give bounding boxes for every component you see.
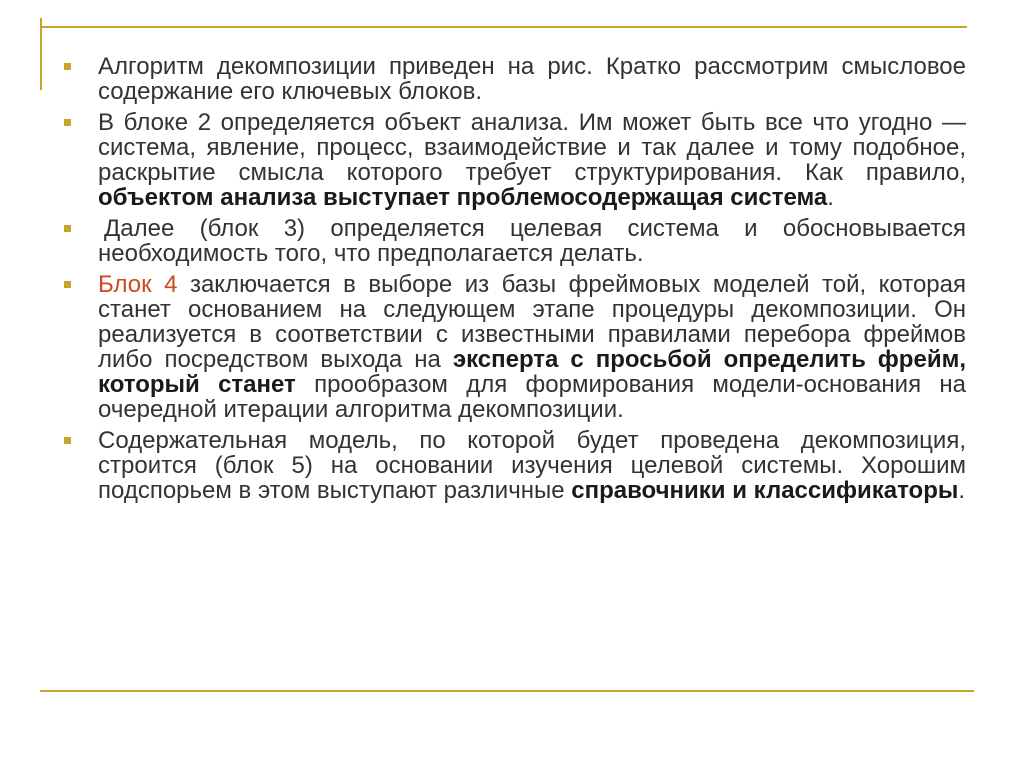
bullet-2-bold-text: объектом анализа выступает проблемосодержащая система bbox=[98, 184, 828, 211]
square-bullet-icon bbox=[64, 119, 71, 126]
bullet-4-bold-text: эксперта с просьбой определить фрейм, который станет bbox=[98, 346, 966, 398]
bullet-2-end: . bbox=[827, 184, 834, 211]
bullet-item-2 bbox=[60, 110, 966, 210]
square-bullet-icon bbox=[64, 225, 71, 232]
slide-content bbox=[60, 54, 966, 509]
bullet-5-text: Содержательная модель, по которой будет проведена декомпозиция, строится (блок 5) на основании изучения целевой системы. Хорошим подспорьем в этом выступают различные bbox=[98, 427, 966, 504]
bullet-2-text: В блоке 2 определяется объект анализа. Им может быть все что угодно — система, явление, процесс, взаимодействие и так далее и тому подобное, раскрытие смысла которого требует структурирования. Как правило, bbox=[98, 109, 966, 186]
square-bullet-icon bbox=[64, 63, 71, 70]
bullet-1-text: Алгоритм декомпозиции приведен на рис. Кратко рассмотрим смысловое содержание его ключевых блоков. bbox=[98, 53, 966, 105]
bullet-5-end: . bbox=[958, 477, 966, 504]
top-rule bbox=[40, 26, 967, 28]
bullet-item-4 bbox=[60, 272, 966, 422]
left-rule bbox=[40, 18, 42, 90]
bullet-4-text-end: прообразом для формирования модели-основания на очередной итерации алгоритма декомпозиции. bbox=[98, 371, 966, 423]
bullet-item-5 bbox=[60, 428, 966, 503]
bullet-4-text: заключается в выборе из базы фреймовых моделей той, которая станет основанием на следующем этапе процедуры декомпозиции. Он реализуется в соответствии с известными правилами перебора фреймов либо посредством выхода на bbox=[98, 271, 966, 373]
bottom-rule bbox=[40, 690, 974, 692]
square-bullet-icon bbox=[64, 281, 71, 288]
bullet-item-1 bbox=[60, 54, 966, 104]
bullet-item-3 bbox=[60, 216, 966, 266]
square-bullet-icon bbox=[64, 437, 71, 444]
bullet-5-bold-text: справочники и классификаторы bbox=[571, 477, 959, 504]
bullet-4-accent-text: Блок 4 bbox=[98, 271, 178, 298]
bullet-3-text: Далее (блок 3) определяется целевая система и обосновывается необходимость того, что предполагается делать. bbox=[98, 215, 966, 267]
